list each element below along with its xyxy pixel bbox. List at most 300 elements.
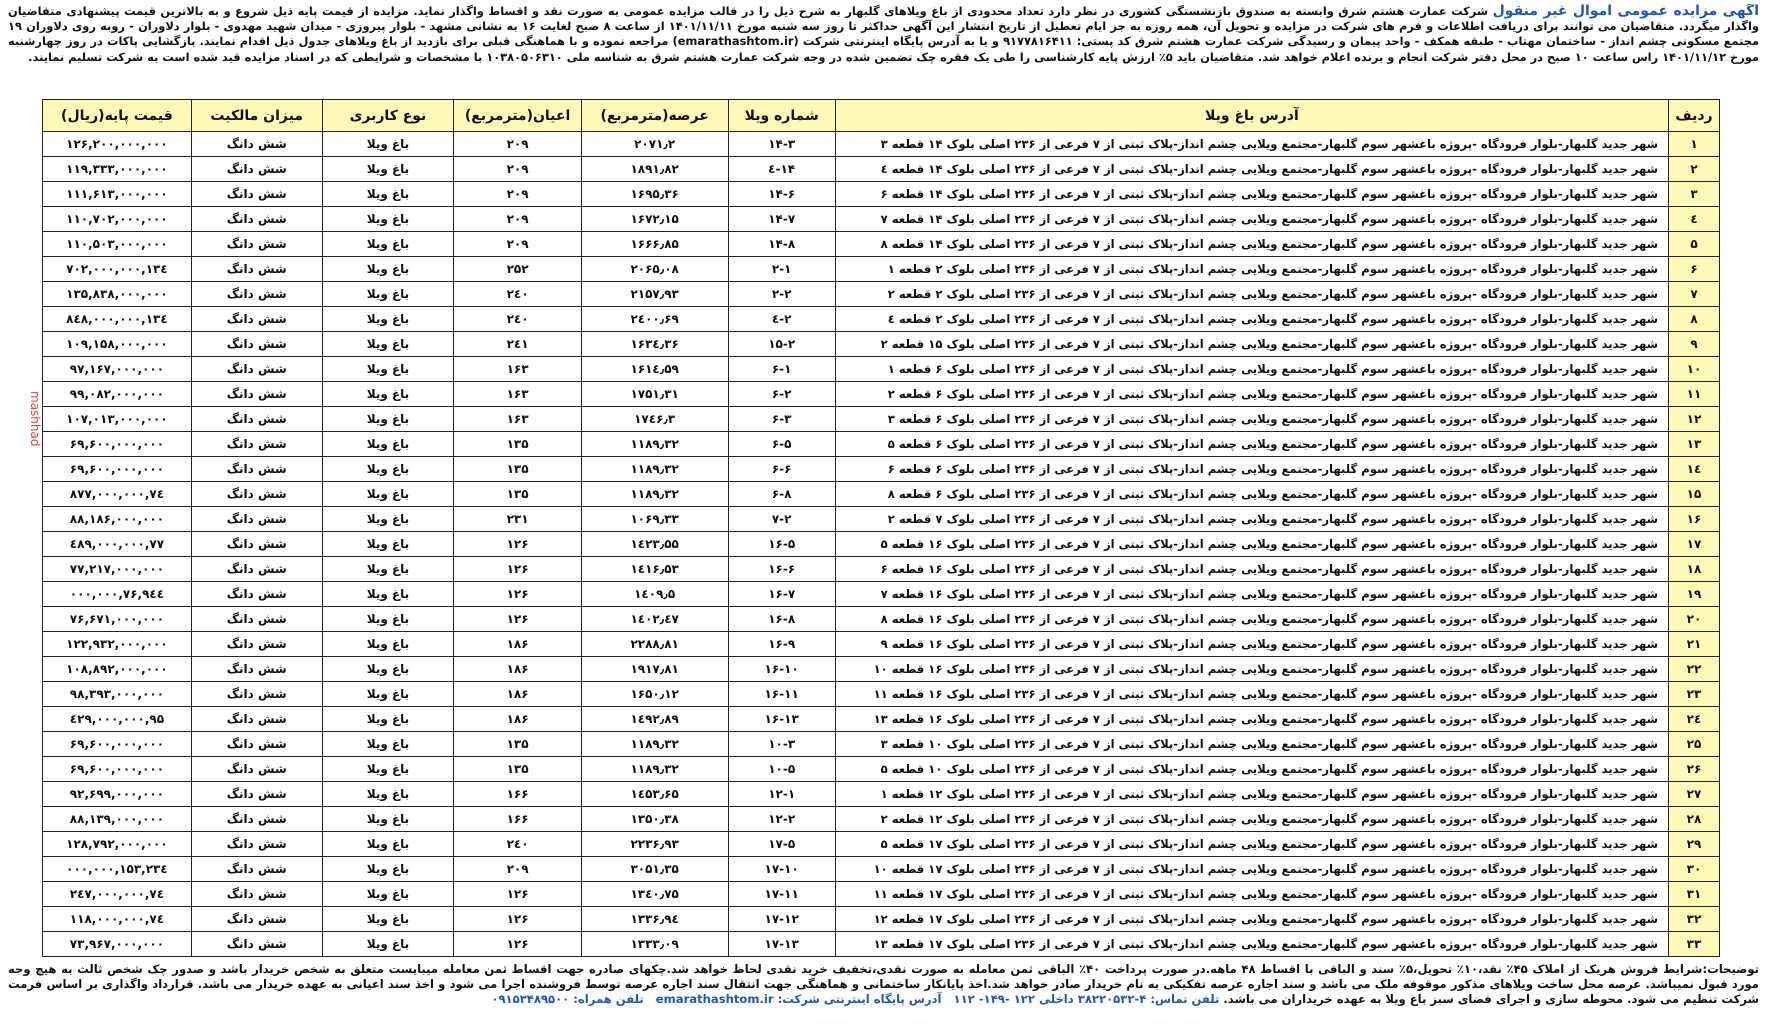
building-area-cell: ۱۸۶ xyxy=(454,707,582,732)
address-cell: شهر جدید گلبهار-بلوار فرودگاه -پروژه باغشهر سوم گلبهار-مجتمع ویلایی چشم انداز-پلاک ثبتی از ۷ فرعی از ۲۳۶ اصلی بلوک ۱۶ قطعه ۹ xyxy=(835,632,1668,657)
table-row xyxy=(43,182,1720,207)
usage-type-cell: باغ ویلا xyxy=(322,707,454,732)
building-area-cell: ۱۲۶ xyxy=(454,532,582,557)
villa-list-table xyxy=(42,99,1720,957)
col-header-usage-type: نوع کاربری xyxy=(322,100,454,132)
land-area-cell: ۱۰۶۹٫۳۳ xyxy=(581,507,728,532)
land-area-cell: ۲۰۶۵٫۰۸ xyxy=(581,257,728,282)
villa-number-cell: ۶-۳ xyxy=(728,407,835,432)
row-number-cell: ۱ xyxy=(1669,132,1720,157)
base-price-cell: ۷٤,۲٤۷,۰۰۰,۰۰۰ xyxy=(43,882,192,907)
ownership-cell: شش دانگ xyxy=(191,207,322,232)
land-area-cell: ۱۳۵۰٫۳۸ xyxy=(581,807,728,832)
table-row xyxy=(43,732,1720,757)
row-number-cell: ۱۱ xyxy=(1669,382,1720,407)
address-cell: شهر جدید گلبهار-بلوار فرودگاه -پروژه باغشهر سوم گلبهار-مجتمع ویلایی چشم انداز-پلاک ثبتی از ۷ فرعی از ۲۳۶ اصلی بلوک ۱۴ قطعه ۳ xyxy=(835,132,1668,157)
base-price-cell: ۷۳,۹۶۷,۰۰۰,۰۰۰ xyxy=(43,932,192,957)
base-price-cell: ۷۷,٤۸۹,۰۰۰,۰۰۰ xyxy=(43,532,192,557)
building-area-cell: ۱۳۵ xyxy=(454,432,582,457)
ownership-cell: شش دانگ xyxy=(191,707,322,732)
land-area-cell: ۱۱۸۹٫۳۲ xyxy=(581,432,728,457)
land-area-cell: ۱۷٤۶٫۳ xyxy=(581,407,728,432)
land-area-cell: ۱٤۲۳٫۵۵ xyxy=(581,532,728,557)
usage-type-cell: باغ ویلا xyxy=(322,882,454,907)
land-area-cell: ۱۱۸۹٫۳۲ xyxy=(581,757,728,782)
side-watermark-text: mashhad xyxy=(28,390,42,446)
address-cell: شهر جدید گلبهار-بلوار فرودگاه -پروژه باغشهر سوم گلبهار-مجتمع ویلایی چشم انداز-پلاک ثبتی از ۷ فرعی از ۲۳۶ اصلی بلوک ۷ قطعه ۲ xyxy=(835,507,1668,532)
row-number-cell: ۱۶ xyxy=(1669,507,1720,532)
base-price-cell: ۷۶,۶۷۱,۰۰۰,۰۰۰ xyxy=(43,607,192,632)
phone-number: ۴-۳۸۲۲۰۵۳۲ داخلی ۱۲۲ -۱۴۹- ۱۱۲ xyxy=(953,992,1147,1006)
base-price-cell: ۱۰۸,۸۹۲,۰۰۰,۰۰۰ xyxy=(43,657,192,682)
mobile-label: تلفن همراه: xyxy=(573,992,644,1006)
row-number-cell: ۶ xyxy=(1669,257,1720,282)
land-area-cell: ۱٤۹۲٫۸۹ xyxy=(581,707,728,732)
ownership-cell: شش دانگ xyxy=(191,657,322,682)
land-area-cell: ۱۳۳۶٫۹٤ xyxy=(581,907,728,932)
table-row xyxy=(43,932,1720,957)
row-number-cell: ۱۷ xyxy=(1669,532,1720,557)
table-row xyxy=(43,707,1720,732)
land-area-cell: ۱۶۷۲٫۱۵ xyxy=(581,207,728,232)
usage-type-cell: باغ ویلا xyxy=(322,632,454,657)
usage-type-cell: باغ ویلا xyxy=(322,132,454,157)
land-area-cell: ۱۹۱۷٫۸۱ xyxy=(581,657,728,682)
col-header-villa-number: شماره ویلا xyxy=(728,100,835,132)
building-area-cell: ۱۳۵ xyxy=(454,757,582,782)
table-row xyxy=(43,557,1720,582)
usage-type-cell: باغ ویلا xyxy=(322,232,454,257)
row-number-cell: ۳۳ xyxy=(1669,932,1720,957)
table-row xyxy=(43,382,1720,407)
ownership-cell: شش دانگ xyxy=(191,182,322,207)
land-area-cell: ۲۲۸۸٫۸۱ xyxy=(581,632,728,657)
address-cell: شهر جدید گلبهار-بلوار فرودگاه -پروژه باغشهر سوم گلبهار-مجتمع ویلایی چشم انداز-پلاک ثبتی از ۷ فرعی از ۲۳۶ اصلی بلوک ۶ قطعه ۵ xyxy=(835,432,1668,457)
row-number-cell: ۳۰ xyxy=(1669,857,1720,882)
row-number-cell: ٤ xyxy=(1669,207,1720,232)
address-cell: شهر جدید گلبهار-بلوار فرودگاه -پروژه باغشهر سوم گلبهار-مجتمع ویلایی چشم انداز-پلاک ثبتی از ۷ فرعی از ۲۳۶ اصلی بلوک ۱۶ قطعه ۱۱ xyxy=(835,682,1668,707)
building-area-cell: ۱۸۶ xyxy=(454,682,582,707)
villa-number-cell: ۲-۱ xyxy=(728,257,835,282)
land-area-cell: ۱۶۹۵٫۳۶ xyxy=(581,182,728,207)
ownership-cell: شش دانگ xyxy=(191,807,322,832)
base-price-cell: ۹۷,۱۶۷,۰۰۰,۰۰۰ xyxy=(43,357,192,382)
usage-type-cell: باغ ویلا xyxy=(322,432,454,457)
row-number-cell: ۲۵ xyxy=(1669,732,1720,757)
ownership-cell: شش دانگ xyxy=(191,257,322,282)
building-area-cell: ۲٤۰ xyxy=(454,282,582,307)
address-cell: شهر جدید گلبهار-بلوار فرودگاه -پروژه باغشهر سوم گلبهار-مجتمع ویلایی چشم انداز-پلاک ثبتی از ۷ فرعی از ۲۳۶ اصلی بلوک ۱۶ قطعه ۱۰ xyxy=(835,657,1668,682)
address-cell: شهر جدید گلبهار-بلوار فرودگاه -پروژه باغشهر سوم گلبهار-مجتمع ویلایی چشم انداز-پلاک ثبتی از ۷ فرعی از ۲۳۶ اصلی بلوک ۱۶ قطعه ۱۳ xyxy=(835,707,1668,732)
table-row xyxy=(43,632,1720,657)
land-area-cell: ۱٤۱۶٫۵۳ xyxy=(581,557,728,582)
table-row xyxy=(43,282,1720,307)
usage-type-cell: باغ ویلا xyxy=(322,257,454,282)
ownership-cell: شش دانگ xyxy=(191,507,322,532)
base-price-cell: ۱۳۵,۸۳۸,۰۰۰,۰۰۰ xyxy=(43,282,192,307)
usage-type-cell: باغ ویلا xyxy=(322,357,454,382)
base-price-cell: ۱۱۱,۶۱۳,۰۰۰,۰۰۰ xyxy=(43,182,192,207)
base-price-cell: ۱۱۹,۳۳۳,۰۰۰,۰۰۰ xyxy=(43,157,192,182)
building-area-cell: ۱۲۶ xyxy=(454,582,582,607)
ownership-cell: شش دانگ xyxy=(191,682,322,707)
land-area-cell: ۲٤۰۰٫۶۹ xyxy=(581,307,728,332)
ownership-cell: شش دانگ xyxy=(191,457,322,482)
land-area-cell: ۱۶۳٤٫۳۶ xyxy=(581,332,728,357)
usage-type-cell: باغ ویلا xyxy=(322,857,454,882)
row-number-cell: ۹ xyxy=(1669,332,1720,357)
base-price-cell: ۱۲۲,۹۳۲,۰۰۰,۰۰۰ xyxy=(43,632,192,657)
address-cell: شهر جدید گلبهار-بلوار فرودگاه -پروژه باغشهر سوم گلبهار-مجتمع ویلایی چشم انداز-پلاک ثبتی از ۷ فرعی از ۲۳۶ اصلی بلوک ۱۲ قطعه ۲ xyxy=(835,807,1668,832)
ownership-cell: شش دانگ xyxy=(191,482,322,507)
address-cell: شهر جدید گلبهار-بلوار فرودگاه -پروژه باغشهر سوم گلبهار-مجتمع ویلایی چشم انداز-پلاک ثبتی از ۷ فرعی از ۲۳۶ اصلی بلوک ۶ قطعه ۸ xyxy=(835,482,1668,507)
building-area-cell: ۲۰۹ xyxy=(454,132,582,157)
land-area-cell: ۱۱۸۹٫۳۲ xyxy=(581,732,728,757)
table-row xyxy=(43,782,1720,807)
building-area-cell: ۱۳۵ xyxy=(454,457,582,482)
base-price-cell: ۷۶,۹٤٤,۰۰۰,۰۰۰ xyxy=(43,582,192,607)
ownership-cell: شش دانگ xyxy=(191,157,322,182)
villa-number-cell: ۱۶-۵ xyxy=(728,532,835,557)
table-row xyxy=(43,307,1720,332)
ownership-cell: شش دانگ xyxy=(191,782,322,807)
row-number-cell: ۲۷ xyxy=(1669,782,1720,807)
usage-type-cell: باغ ویلا xyxy=(322,907,454,932)
col-header-base-price: قیمت پایه(ریال) xyxy=(43,100,192,132)
building-area-cell: ۲٤۰ xyxy=(454,307,582,332)
villa-number-cell: ۱۶-۸ xyxy=(728,607,835,632)
ownership-cell: شش دانگ xyxy=(191,557,322,582)
row-number-cell: ۳۲ xyxy=(1669,907,1720,932)
address-cell: شهر جدید گلبهار-بلوار فرودگاه -پروژه باغشهر سوم گلبهار-مجتمع ویلایی چشم انداز-پلاک ثبتی از ۷ فرعی از ۲۳۶ اصلی بلوک ۶ قطعه ۲ xyxy=(835,382,1668,407)
table-row xyxy=(43,482,1720,507)
address-cell: شهر جدید گلبهار-بلوار فرودگاه -پروژه باغشهر سوم گلبهار-مجتمع ویلایی چشم انداز-پلاک ثبتی از ۷ فرعی از ۲۳۶ اصلی بلوک ۱۷ قطعه ۵ xyxy=(835,832,1668,857)
base-price-cell: ۱۳٤,۷۰۲,۰۰۰,۰۰۰ xyxy=(43,257,192,282)
land-area-cell: ۱٤۰۹٫۵ xyxy=(581,582,728,607)
address-cell: شهر جدید گلبهار-بلوار فرودگاه -پروژه باغشهر سوم گلبهار-مجتمع ویلایی چشم انداز-پلاک ثبتی از ۷ فرعی از ۲۳۶ اصلی بلوک ۱۷ قطعه ۱۰ xyxy=(835,857,1668,882)
table-row xyxy=(43,857,1720,882)
usage-type-cell: باغ ویلا xyxy=(322,482,454,507)
usage-type-cell: باغ ویلا xyxy=(322,832,454,857)
table-row xyxy=(43,682,1720,707)
villa-number-cell: ۱۷-۱۰ xyxy=(728,857,835,882)
villa-number-cell: ۱۷-۱۳ xyxy=(728,932,835,957)
ownership-cell: شش دانگ xyxy=(191,857,322,882)
building-area-cell: ۱۶۳ xyxy=(454,407,582,432)
villa-number-cell: ۷-۲ xyxy=(728,507,835,532)
address-cell: شهر جدید گلبهار-بلوار فرودگاه -پروژه باغشهر سوم گلبهار-مجتمع ویلایی چشم انداز-پلاک ثبتی از ۷ فرعی از ۲۳۶ اصلی بلوک ۲ قطعه ۲ xyxy=(835,282,1668,307)
table-row xyxy=(43,257,1720,282)
ownership-cell: شش دانگ xyxy=(191,432,322,457)
table-body xyxy=(43,132,1720,957)
villa-number-cell: ۱۷-۱۲ xyxy=(728,907,835,932)
building-area-cell: ۲۰۹ xyxy=(454,857,582,882)
address-cell: شهر جدید گلبهار-بلوار فرودگاه -پروژه باغشهر سوم گلبهار-مجتمع ویلایی چشم انداز-پلاک ثبتی از ۷ فرعی از ۲۳۶ اصلی بلوک ۱۴ قطعه ۶ xyxy=(835,182,1668,207)
land-area-cell: ۲۰۷۱٫۲ xyxy=(581,132,728,157)
table-row xyxy=(43,457,1720,482)
table-header-row xyxy=(43,100,1720,132)
row-number-cell: ۲ xyxy=(1669,157,1720,182)
table-row xyxy=(43,432,1720,457)
ownership-cell: شش دانگ xyxy=(191,132,322,157)
villa-number-cell: ۱۶-۱۰ xyxy=(728,657,835,682)
notice-title: آگهی مزایده عمومی اموال غیر منقول xyxy=(1492,4,1759,19)
ownership-cell: شش دانگ xyxy=(191,732,322,757)
villa-number-cell: ۶-۶ xyxy=(728,457,835,482)
usage-type-cell: باغ ویلا xyxy=(322,782,454,807)
table-row xyxy=(43,232,1720,257)
villa-number-cell: ۶-۸ xyxy=(728,482,835,507)
base-price-cell: ۸۸,۱۳۹,۰۰۰,۰۰۰ xyxy=(43,807,192,832)
table-row xyxy=(43,907,1720,932)
usage-type-cell: باغ ویلا xyxy=(322,382,454,407)
usage-type-cell: باغ ویلا xyxy=(322,757,454,782)
land-area-cell: ۱۳۳۳٫۰۹ xyxy=(581,932,728,957)
base-price-cell: ۹۹,۰۸۲,۰۰۰,۰۰۰ xyxy=(43,382,192,407)
col-header-row-number: ردیف xyxy=(1669,100,1720,132)
usage-type-cell: باغ ویلا xyxy=(322,507,454,532)
villa-number-cell: ۶-۲ xyxy=(728,382,835,407)
land-area-cell: ۱۶۱٤٫۵۹ xyxy=(581,357,728,382)
address-cell: شهر جدید گلبهار-بلوار فرودگاه -پروژه باغشهر سوم گلبهار-مجتمع ویلایی چشم انداز-پلاک ثبتی از ۷ فرعی از ۲۳۶ اصلی بلوک ۱۴ قطعه ۸ xyxy=(835,232,1668,257)
address-cell: شهر جدید گلبهار-بلوار فرودگاه -پروژه باغشهر سوم گلبهار-مجتمع ویلایی چشم انداز-پلاک ثبتی از ۷ فرعی از ۲۳۶ اصلی بلوک ۱۶ قطعه ۷ xyxy=(835,582,1668,607)
address-cell: شهر جدید گلبهار-بلوار فرودگاه -پروژه باغشهر سوم گلبهار-مجتمع ویلایی چشم انداز-پلاک ثبتی از ۷ فرعی از ۲۳۶ اصلی بلوک ۶ قطعه ۶ xyxy=(835,457,1668,482)
base-price-cell: ۱۲۶,۲۰۰,۰۰۰,۰۰۰ xyxy=(43,132,192,157)
villa-number-cell: ۱۴-۸ xyxy=(728,232,835,257)
address-cell: شهر جدید گلبهار-بلوار فرودگاه -پروژه باغشهر سوم گلبهار-مجتمع ویلایی چشم انداز-پلاک ثبتی از ۷ فرعی از ۲۳۶ اصلی بلوک ۱۴ قطعه ۷ xyxy=(835,207,1668,232)
ownership-cell: شش دانگ xyxy=(191,882,322,907)
row-number-cell: ۷ xyxy=(1669,282,1720,307)
col-header-address: آدرس باغ ویلا xyxy=(835,100,1668,132)
usage-type-cell: باغ ویلا xyxy=(322,807,454,832)
usage-type-cell: باغ ویلا xyxy=(322,657,454,682)
base-price-cell: ۹۸,۳۹۳,۰۰۰,۰۰۰ xyxy=(43,682,192,707)
col-header-land-area: عرصه(مترمربع) xyxy=(581,100,728,132)
website-link[interactable]: emarathashtom.ir xyxy=(655,992,774,1006)
ownership-cell: شش دانگ xyxy=(191,382,322,407)
ownership-cell: شش دانگ xyxy=(191,582,322,607)
table-row xyxy=(43,132,1720,157)
address-cell: شهر جدید گلبهار-بلوار فرودگاه -پروژه باغشهر سوم گلبهار-مجتمع ویلایی چشم انداز-پلاک ثبتی از ۷ فرعی از ۲۳۶ اصلی بلوک ۱۰ قطعه ۵ xyxy=(835,757,1668,782)
land-area-cell: ۱۷۵۱٫۳۱ xyxy=(581,382,728,407)
villa-number-cell: ۱۶-۹ xyxy=(728,632,835,657)
row-number-cell: ۲۸ xyxy=(1669,807,1720,832)
villa-number-cell: ۱۶-۷ xyxy=(728,582,835,607)
building-area-cell: ۲۰۹ xyxy=(454,232,582,257)
base-price-cell: ۹۲,۶۹۹,۰۰۰,۰۰۰ xyxy=(43,782,192,807)
building-area-cell: ۱۸۶ xyxy=(454,657,582,682)
base-price-cell: ۱۱۰,۷۰۲,۰۰۰,۰۰۰ xyxy=(43,207,192,232)
notice-footer xyxy=(8,962,1759,1024)
row-number-cell: ۲۲ xyxy=(1669,657,1720,682)
row-number-cell: ۵ xyxy=(1669,232,1720,257)
villa-number-cell: ۱۶-۱۱ xyxy=(728,682,835,707)
row-number-cell: ۲۹ xyxy=(1669,832,1720,857)
building-area-cell: ۲٤۱ xyxy=(454,332,582,357)
land-area-cell: ۱٤۰۲٫٤۷ xyxy=(581,607,728,632)
address-cell: شهر جدید گلبهار-بلوار فرودگاه -پروژه باغشهر سوم گلبهار-مجتمع ویلایی چشم انداز-پلاک ثبتی از ۷ فرعی از ۲۳۶ اصلی بلوک ۱۵ قطعه ۲ xyxy=(835,332,1668,357)
base-price-cell: ۸۸,۱۸۶,۰۰۰,۰۰۰ xyxy=(43,507,192,532)
land-area-cell: ۱۱۸۹٫۳۲ xyxy=(581,457,728,482)
col-header-building-area: اعیان(مترمربع) xyxy=(454,100,582,132)
row-number-cell: ۱۰ xyxy=(1669,357,1720,382)
villa-number-cell: ۶-۵ xyxy=(728,432,835,457)
address-cell: شهر جدید گلبهار-بلوار فرودگاه -پروژه باغشهر سوم گلبهار-مجتمع ویلایی چشم انداز-پلاک ثبتی از ۷ فرعی از ۲۳۶ اصلی بلوک ۱۷ قطعه ۱۱ xyxy=(835,882,1668,907)
land-area-cell: ۱٤۵۳٫۶۵ xyxy=(581,782,728,807)
phone-label: تلفن تماس: xyxy=(1150,992,1220,1006)
villa-number-cell: ۱۰-۵ xyxy=(728,757,835,782)
address-cell: شهر جدید گلبهار-بلوار فرودگاه -پروژه باغشهر سوم گلبهار-مجتمع ویلایی چشم انداز-پلاک ثبتی از ۷ فرعی از ۲۳۶ اصلی بلوک ۱۶ قطعه ۶ xyxy=(835,557,1668,582)
table-row xyxy=(43,757,1720,782)
ownership-cell: شش دانگ xyxy=(191,332,322,357)
base-price-cell: ۱۰۷,۰۱۳,۰۰۰,۰۰۰ xyxy=(43,407,192,432)
villa-number-cell: ۱۴-۳ xyxy=(728,132,835,157)
usage-type-cell: باغ ویلا xyxy=(322,182,454,207)
usage-type-cell: باغ ویلا xyxy=(322,457,454,482)
ownership-cell: شش دانگ xyxy=(191,407,322,432)
base-price-cell: ۷۷,۲۱۷,۰۰۰,۰۰۰ xyxy=(43,557,192,582)
ownership-cell: شش دانگ xyxy=(191,832,322,857)
row-number-cell: ۱۳ xyxy=(1669,432,1720,457)
row-number-cell: ۱٤ xyxy=(1669,457,1720,482)
row-number-cell: ۱۸ xyxy=(1669,557,1720,582)
usage-type-cell: باغ ویلا xyxy=(322,932,454,957)
usage-type-cell: باغ ویلا xyxy=(322,732,454,757)
building-area-cell: ۲۰۹ xyxy=(454,182,582,207)
ownership-cell: شش دانگ xyxy=(191,357,322,382)
villa-number-cell: ۱۶-۱۳ xyxy=(728,707,835,732)
address-cell: شهر جدید گلبهار-بلوار فرودگاه -پروژه باغشهر سوم گلبهار-مجتمع ویلایی چشم انداز-پلاک ثبتی از ۷ فرعی از ۲۳۶ اصلی بلوک ۱۴ قطعه ٤ xyxy=(835,157,1668,182)
usage-type-cell: باغ ویلا xyxy=(322,407,454,432)
building-area-cell: ۱۳۵ xyxy=(454,482,582,507)
base-price-cell: ۶۹,۶۰۰,۰۰۰,۰۰۰ xyxy=(43,732,192,757)
row-number-cell: ۲٤ xyxy=(1669,707,1720,732)
usage-type-cell: باغ ویلا xyxy=(322,282,454,307)
address-cell: شهر جدید گلبهار-بلوار فرودگاه -پروژه باغشهر سوم گلبهار-مجتمع ویلایی چشم انداز-پلاک ثبتی از ۷ فرعی از ۲۳۶ اصلی بلوک ۱۷ قطعه ۱۳ xyxy=(835,932,1668,957)
land-area-cell: ۱۶۵۰٫۱۲ xyxy=(581,682,728,707)
villa-number-cell: ۱۴-۷ xyxy=(728,207,835,232)
land-area-cell: ۲۲۳۶٫۹۳ xyxy=(581,832,728,857)
land-area-cell: ۱۸۹۱٫۸۲ xyxy=(581,157,728,182)
address-cell: شهر جدید گلبهار-بلوار فرودگاه -پروژه باغشهر سوم گلبهار-مجتمع ویلایی چشم انداز-پلاک ثبتی از ۷ فرعی از ۲۳۶ اصلی بلوک ۶ قطعه ۱ xyxy=(835,357,1668,382)
base-price-cell: ۱۳٤,۸٤۸,۰۰۰,۰۰۰ xyxy=(43,307,192,332)
usage-type-cell: باغ ویلا xyxy=(322,332,454,357)
ownership-cell: شش دانگ xyxy=(191,282,322,307)
villa-number-cell: ۱۷-۱۱ xyxy=(728,882,835,907)
base-price-cell: ۱۱۰,۵۰۳,۰۰۰,۰۰۰ xyxy=(43,232,192,257)
table-row xyxy=(43,582,1720,607)
building-area-cell: ۱۲۶ xyxy=(454,932,582,957)
villa-number-cell: ۱۴-٤ xyxy=(728,157,835,182)
row-number-cell: ۱۲ xyxy=(1669,407,1720,432)
villa-number-cell: ۱۴-۶ xyxy=(728,182,835,207)
address-cell: شهر جدید گلبهار-بلوار فرودگاه -پروژه باغشهر سوم گلبهار-مجتمع ویلایی چشم انداز-پلاک ثبتی از ۷ فرعی از ۲۳۶ اصلی بلوک ۲ قطعه ۱ xyxy=(835,257,1668,282)
villa-number-cell: ۱۷-۵ xyxy=(728,832,835,857)
ownership-cell: شش دانگ xyxy=(191,632,322,657)
building-area-cell: ۱۶۳ xyxy=(454,382,582,407)
table-row xyxy=(43,407,1720,432)
row-number-cell: ۲۶ xyxy=(1669,757,1720,782)
ownership-cell: شش دانگ xyxy=(191,232,322,257)
base-price-cell: ۹۵,٤۲۹,۰۰۰,۰۰۰ xyxy=(43,707,192,732)
row-number-cell: ۲۰ xyxy=(1669,607,1720,632)
address-cell: شهر جدید گلبهار-بلوار فرودگاه -پروژه باغشهر سوم گلبهار-مجتمع ویلایی چشم انداز-پلاک ثبتی از ۷ فرعی از ۲۳۶ اصلی بلوک ۲ قطعه ٤ xyxy=(835,307,1668,332)
villa-number-cell: ۱۰-۳ xyxy=(728,732,835,757)
notice-intro-text: شرکت عمارت هشتم شرق وابسته به صندوق بازنشستگی کشوری در نظر دارد تعداد محدودی از باغ ویلاهای گلبهار به شرح ذیل را در قالب مزایده عمومی به صورت نقد و اقساط واگذار نماید. مزایده از قیمت پایه ذیل شروع و به بالاترین قیمت پیشنهادی متقاضیان واگذار میگردد. متقاضیان می توانند برای دریافت اطلاعات و فرم های شرکت در مزایده و تحویل آن، همه روزه به جز ایام تعطیل از تاریخ انتشار این آگهی حداکثر تا روز سه شنبه مورخ ۱۴۰۱/۱۱/۱۱ از ساعت ۸ صبح لغایت ۱۶ به نشانی مشهد - بلوار پیروزی - میدان شهید مهدوی - بلوار دلاوران - روبه روی دلاوران ۱۹ مجتمع مسکونی چشم انداز - ساختمان مهتاب - طبقه همکف - واحد پیمان و رسیدگی شرکت عمارت هشتم شرق کد پستی: ۹۱۷۷۸۱۶۴۱۱ و یا به آدرس پایگاه اینترنتی شرکت (emarathashtom.ir) مراجعه نموده و با هماهنگی قبلی برای بازدید از باغ ویلاهای جدول ذیل اقدام نمایند. بازگشایی پاکات در روز چهارشنبه مورخ ۱۴۰۱/۱۱/۱۲ راس ساعت ۱۰ صبح در محل دفتر شرکت انجام و برنده اعلام خواهد شد. متقاضیان باید ۵٪ ارزش پایه کارشناسی را طی یک فقره چک تضمین شده در وجه شرکت عمارت هشتم شرق به شناسه ملی ۱۰۳۸۰۵۰۶۳۱۰ با مشخصات و شرایطی که در اسناد مزایده قید شده است به شرکت تسلیم نمایند. xyxy=(8,4,1759,64)
table-row xyxy=(43,807,1720,832)
usage-type-cell: باغ ویلا xyxy=(322,157,454,182)
table-row xyxy=(43,832,1720,857)
building-area-cell: ۱۲۶ xyxy=(454,907,582,932)
address-cell: شهر جدید گلبهار-بلوار فرودگاه -پروژه باغشهر سوم گلبهار-مجتمع ویلایی چشم انداز-پلاک ثبتی از ۷ فرعی از ۲۳۶ اصلی بلوک ۱۷ قطعه ۱۲ xyxy=(835,907,1668,932)
address-cell: شهر جدید گلبهار-بلوار فرودگاه -پروژه باغشهر سوم گلبهار-مجتمع ویلایی چشم انداز-پلاک ثبتی از ۷ فرعی از ۲۳۶ اصلی بلوک ۱۲ قطعه ۱ xyxy=(835,782,1668,807)
building-area-cell: ۱۸۶ xyxy=(454,632,582,657)
base-price-cell: ۱۰۹,۱۵۸,۰۰۰,۰۰۰ xyxy=(43,332,192,357)
building-area-cell: ۲۳۱ xyxy=(454,507,582,532)
land-area-cell: ۱۱۸۹٫۳۲ xyxy=(581,482,728,507)
notice-header xyxy=(8,4,1759,92)
address-cell: شهر جدید گلبهار-بلوار فرودگاه -پروژه باغشهر سوم گلبهار-مجتمع ویلایی چشم انداز-پلاک ثبتی از ۷ فرعی از ۲۳۶ اصلی بلوک ۱۶ قطعه ۵ xyxy=(835,532,1668,557)
building-area-cell: ۱۲۶ xyxy=(454,557,582,582)
villa-number-cell: ۱۵-۲ xyxy=(728,332,835,357)
table-row xyxy=(43,607,1720,632)
row-number-cell: ۳ xyxy=(1669,182,1720,207)
building-area-cell: ۱۲۶ xyxy=(454,607,582,632)
usage-type-cell: باغ ویلا xyxy=(322,557,454,582)
building-area-cell: ۱۶۶ xyxy=(454,807,582,832)
land-area-cell: ۲۱۵۷٫۹۳ xyxy=(581,282,728,307)
usage-type-cell: باغ ویلا xyxy=(322,582,454,607)
address-cell: شهر جدید گلبهار-بلوار فرودگاه -پروژه باغشهر سوم گلبهار-مجتمع ویلایی چشم انداز-پلاک ثبتی از ۷ فرعی از ۲۳۶ اصلی بلوک ۱۰ قطعه ۳ xyxy=(835,732,1668,757)
table-row xyxy=(43,332,1720,357)
building-area-cell: ۱۲۶ xyxy=(454,882,582,907)
base-price-cell: ۶۹,۶۰۰,۰۰۰,۰۰۰ xyxy=(43,457,192,482)
table-row xyxy=(43,357,1720,382)
table-row xyxy=(43,207,1720,232)
base-price-cell: ۶۹,۶۰۰,۰۰۰,۰۰۰ xyxy=(43,432,192,457)
table-row xyxy=(43,882,1720,907)
website-label: آدرس پایگاه اینترنتی شرکت: xyxy=(777,992,942,1006)
building-area-cell: ۲۰۹ xyxy=(454,207,582,232)
ownership-cell: شش دانگ xyxy=(191,907,322,932)
ownership-cell: شش دانگ xyxy=(191,307,322,332)
ownership-cell: شش دانگ xyxy=(191,932,322,957)
mobile-number: ۰۹۱۵۳۴۸۹۵۰۰ xyxy=(491,992,570,1006)
usage-type-cell: باغ ویلا xyxy=(322,207,454,232)
base-price-cell: ۶۹,۶۰۰,۰۰۰,۰۰۰ xyxy=(43,757,192,782)
land-area-cell: ۳۰۵۱٫۳۵ xyxy=(581,857,728,882)
usage-type-cell: باغ ویلا xyxy=(322,607,454,632)
row-number-cell: ۳۱ xyxy=(1669,882,1720,907)
ownership-cell: شش دانگ xyxy=(191,757,322,782)
address-cell: شهر جدید گلبهار-بلوار فرودگاه -پروژه باغشهر سوم گلبهار-مجتمع ویلایی چشم انداز-پلاک ثبتی از ۷ فرعی از ۲۳۶ اصلی بلوک ۶ قطعه ۳ xyxy=(835,407,1668,432)
base-price-cell: ۱۲۸,۷۹۲,۰۰۰,۰۰۰ xyxy=(43,832,192,857)
building-area-cell: ۲۰۹ xyxy=(454,157,582,182)
building-area-cell: ۲٤۰ xyxy=(454,832,582,857)
villa-number-cell: ۲-٤ xyxy=(728,307,835,332)
table-row xyxy=(43,657,1720,682)
ownership-cell: شش دانگ xyxy=(191,607,322,632)
usage-type-cell: باغ ویلا xyxy=(322,682,454,707)
villa-number-cell: ۱۶-۶ xyxy=(728,557,835,582)
table-row xyxy=(43,532,1720,557)
villa-number-cell: ۲-۲ xyxy=(728,282,835,307)
villa-number-cell: ۶-۱ xyxy=(728,357,835,382)
footer-notes: توضیحات:شرایط فروش هریک از املاک ۴۵٪ نقد،۱۰٪ تحویل،۵٪ سند و الباقی با اقساط ۴۸ ماهه.در صورت پرداخت ۴۰٪ الباقی ثمن معامله به صورت نقدی،تخفیف خرید نقدی لحاظ خواهد شد.چکهای صادره جهت اقساط ثمن معامله میبایست متعلق به شخص خریدار باشد و صدور چک شخص ثالث به هیچ وجه مورد قبول نمیباشد. عرصه محل ساخت ویلاهای مذکور موقوفه ملک می باشد و سند اجاره عرصه تفکیکی به نام خریدار صادر خواهد شد.اخذ پایانکار ساختمانی و هماهنگی جهت انتقال سند اجاره عرصه توسط فروشنده اجرا می شود و اخذ سند اعیانی به عهده خریدار می باشد. قرارداد واگذاری بر اساس فرمت شرکت تنظیم می شود. محوطه سازی و اجرای فضای سبز باغ ویلا به عهده خریداران می باشد. xyxy=(8,962,1759,1006)
row-number-cell: ۲۱ xyxy=(1669,632,1720,657)
ownership-cell: شش دانگ xyxy=(191,532,322,557)
base-price-cell: ۷٤,۸۷۷,۰۰۰,۰۰۰ xyxy=(43,482,192,507)
